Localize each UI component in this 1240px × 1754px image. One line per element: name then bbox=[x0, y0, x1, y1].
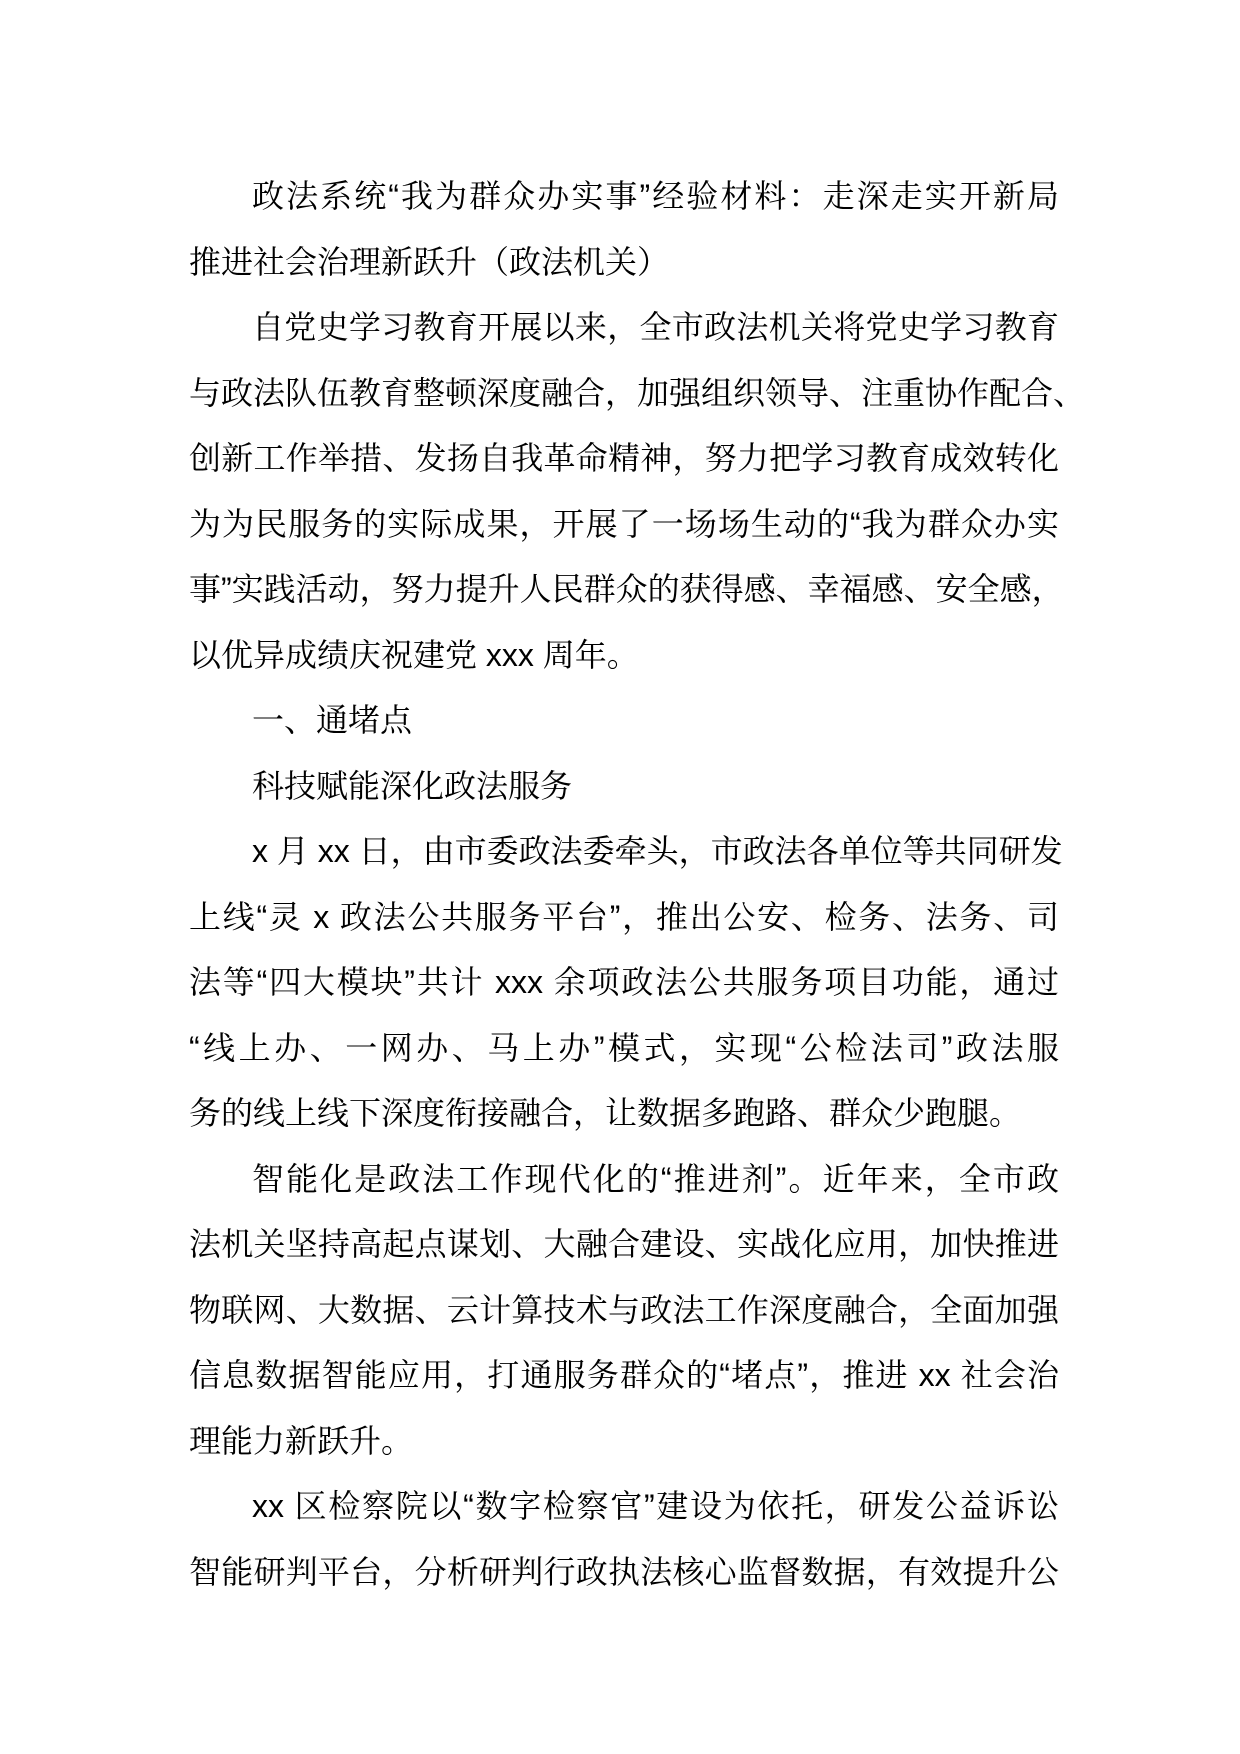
document-body bbox=[189, 164, 1086, 1605]
text-line: 为为民服务的实际成果，开展了一场场生动的“我为群众办实 bbox=[189, 505, 1059, 542]
text-line: 信息数据智能应用，打通服务群众的“堵点”，推进 xx 社会治 bbox=[189, 1357, 1059, 1393]
text-line: 政法系统“我为群众办实事”经验材料：走深走实开新局 bbox=[252, 178, 1059, 214]
paragraph bbox=[189, 688, 1059, 754]
text-line: 上线“灵 x 政法公共服务平台”，推出公安、检务、法务、司 bbox=[189, 898, 1059, 935]
text-line: 理能力新跃升。 bbox=[189, 1422, 414, 1459]
text-line: 推进社会治理新跃升（政法机关） bbox=[189, 243, 670, 280]
text-line: 与政法队伍教育整顿深度融合，加强组织领导、注重协作配合、 bbox=[189, 374, 1086, 411]
text-line: 自党史学习教育开展以来，全市政法机关将党史学习教育 bbox=[252, 309, 1059, 345]
text-line: 法等“四大模块”共计 xxx 余项政法公共服务项目功能，通过 bbox=[189, 964, 1059, 1000]
text-line: 智能研判平台，分析研判行政执法核心监督数据，有效提升公 bbox=[189, 1553, 1059, 1590]
paragraph bbox=[189, 295, 1086, 688]
text-line: 创新工作举措、发扬自我革命精神，努力把学习教育成效转化 bbox=[189, 440, 1059, 476]
text-line: x 月 xx 日，由市委政法委牵头，市政法各单位等共同研发 bbox=[252, 833, 1063, 869]
text-line: 物联网、大数据、云计算技术与政法工作深度融合，全面加强 bbox=[189, 1291, 1059, 1328]
text-line: 以优异成绩庆祝建党 xxx 周年。 bbox=[189, 636, 639, 673]
paragraph bbox=[189, 1147, 1059, 1475]
paragraph bbox=[189, 819, 1063, 1147]
paragraph bbox=[189, 164, 1059, 295]
text-line: 事”实践活动，努力提升人民群众的获得感、幸福感、安全感， bbox=[189, 571, 1064, 607]
text-line: “线上办、一网办、马上办”模式，实现“公检法司”政法服 bbox=[189, 1029, 1059, 1066]
text-line: 智能化是政法工作现代化的“推进剂”。近年来，全市政 bbox=[252, 1160, 1059, 1197]
text-line: 法机关坚持高起点谋划、大融合建设、实战化应用，加快推进 bbox=[189, 1226, 1059, 1262]
paragraph bbox=[189, 1474, 1059, 1605]
text-line: 科技赋能深化政法服务 bbox=[252, 767, 573, 804]
text-line: xx 区检察院以“数字检察官”建设为依托，研发公益诉讼 bbox=[252, 1488, 1059, 1524]
text-line: 务的线上线下深度衔接融合，让数据多跑路、群众少跑腿。 bbox=[189, 1095, 1022, 1131]
text-line: 一、通堵点 bbox=[252, 702, 413, 738]
paragraph bbox=[189, 754, 1059, 820]
